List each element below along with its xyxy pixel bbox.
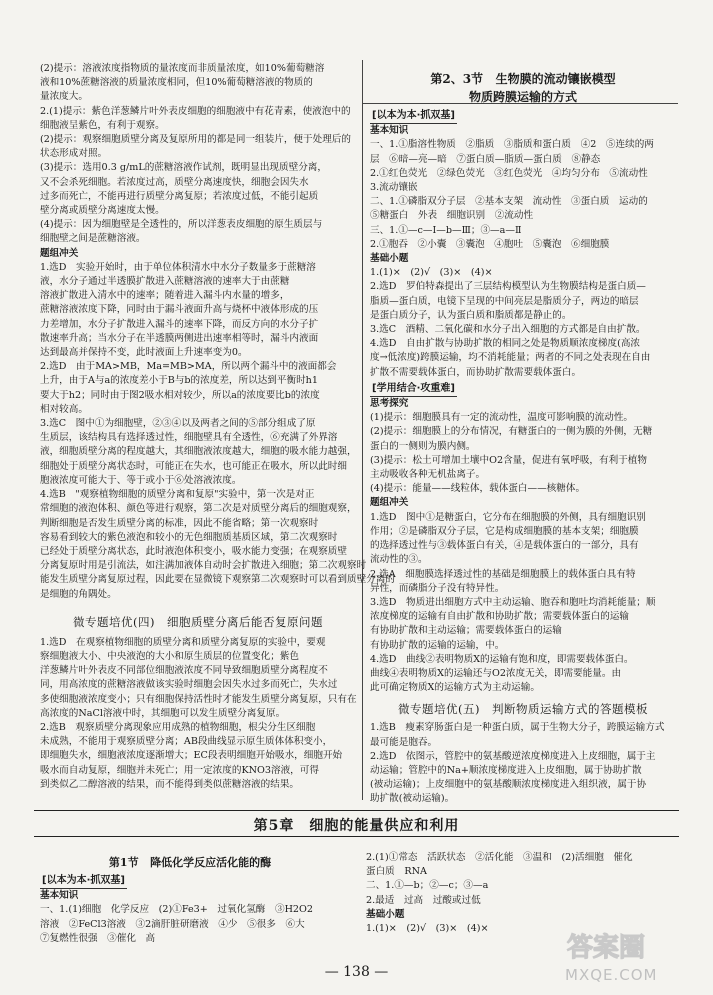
right-basic-question-line: 4.选D 自由扩散与协助扩散的相同之处是物质顺浓度梯度(高浓 — [370, 338, 641, 350]
left-micro-line: 同，用高浓度的蔗糖溶液做该实验时细胞会因失水过多而死亡，失水过 — [40, 679, 338, 691]
left-micro-line: 多使细胞液浓度变小；只有细胞保持活性时才能发生质壁分离复原，只有在 — [40, 693, 357, 705]
right-basic-question-line: 扩散不需要载体蛋白，而协助扩散需要载体蛋白。 — [370, 366, 582, 378]
right-think-line: (1)提示：细胞膜具有一定的流动性，温度可影响膜的流动性。 — [370, 412, 634, 424]
right-practice-line: 4.选D 曲线②表明物质X的运输有饱和度，即需要载体蛋白。 — [370, 653, 634, 665]
left-practice-line: 3.选C 图中①为细胞壁，②③④以及两者之间的⑤部分组成了原 — [40, 418, 316, 430]
left-answer-line: (4)提示：因为细胞壁是全透性的，所以洋葱表皮细胞的原生质层与 — [40, 219, 323, 231]
right-think-line: 蛋白的一侧则为膜内侧。 — [370, 440, 476, 452]
right-knowledge-line: ⑤糖蛋白 外表 细胞识别 ②流动性 — [370, 210, 534, 222]
right-practice-line: 异性，而磷脂分子没有特异性。 — [370, 582, 505, 594]
watermark-url: MXQE.COM — [565, 966, 658, 984]
left-answer-line: (2)提示：溶液浓度指物质的量浓度而非质量浓度，如10%葡萄糖溶 — [40, 63, 325, 74]
bottom-right-line: 蛋白质 RNA — [366, 866, 427, 878]
right-knowledge-line: 层 ⑥暗—亮—暗 ⑦蛋白质—脂质—蛋白质 ⑧静态 — [370, 153, 601, 165]
right-practice-line: 2.选A 细胞膜选择透过性的基础是细胞膜上的载体蛋白具有特 — [370, 568, 636, 580]
left-practice-line: 液，水分子通过半透膜扩散进入蔗糖溶液的速率大于由蔗糖 — [40, 276, 290, 288]
right-micro-line: 1.选B 瘦素穿肠蛋白是一种蛋白质，属于生物大分子，跨膜运输方式 — [370, 722, 665, 734]
left-practice-line: 细胞处于质壁分离状态时，可能正在失水，也可能正在吸水，所以此时细 — [40, 460, 347, 472]
section-number: 第2、3节 — [430, 72, 484, 86]
left-micro-line: 未成熟，不能用于观察质壁分离；AB段曲线显示原生质体体积变小， — [40, 736, 333, 748]
left-practice-line: 要大于h2；同时由于图2吸水相对较少，所以a的浓度要比b的浓度 — [40, 389, 320, 401]
left-practice-line: 常细胞的液泡体积、颜色等进行观察，第二次是对质壁分离后的细胞观察， — [40, 503, 357, 515]
left-answer-line: 量浓度大。 — [40, 91, 88, 103]
right-micro-line: 动运输；管腔中的Na+顺浓度梯度进入上皮细胞，属于协助扩散 — [370, 764, 642, 776]
column-divider — [362, 60, 363, 800]
left-practice-line: 达到最高并保持不变，此时液面上升速率变为0。 — [40, 347, 248, 359]
section-title-line-2: 物质跨膜运输的方式 — [468, 90, 577, 104]
left-practice-line: 能发生质壁分离复原过程，因此要在显微镜下观察第二次观察时可以看到质壁分离的 — [40, 574, 395, 586]
right-practice-line: 的选择透过性与③载体蛋白有关，④是载体蛋白的一部分，具有 — [370, 540, 639, 552]
left-practice-line: 1.选D 实验开始时，由于单位体积清水中水分子数量多于蔗糖溶 — [40, 261, 316, 273]
bottom-right-column — [366, 851, 672, 936]
left-practice-line: 液，细胞质壁分离的程度越大，其细胞液浓度越大，细胞的吸水能力越强， — [40, 446, 357, 458]
left-micro-line: 察细胞液大小、中央液泡的大小和原生质层的位置变化；紫色 — [40, 650, 300, 662]
bottom-basics-heading: [以本为本·抓双基] — [40, 874, 127, 889]
bottom-section-number: 第1节 — [108, 856, 139, 869]
left-practice-line: 力差增加，水分子扩散进入漏斗的速率下降，而反方向的水分子扩 — [40, 318, 319, 330]
left-practice-line: 相对较高。 — [40, 403, 88, 415]
left-practice-line: 4.选B "观察植物细胞的质壁分离和复原"实验中，第一次是对正 — [40, 489, 315, 501]
bottom-left-column — [40, 855, 340, 946]
right-knowledge-line: 2.①胞吞 ②小囊 ③囊泡 ④胞吐 ⑤囊泡 ⑥细胞膜 — [370, 238, 610, 250]
basics-heading: [以本为本·抓双基] — [370, 109, 457, 124]
left-answer-line: 液和10%蔗糖溶液的质量浓度相同，但10%葡萄糖溶液的物质的 — [40, 77, 313, 89]
right-practice-line: 流动性的③。 — [370, 554, 428, 566]
left-answer-line: 2.(1)提示：紫色洋葱鳞片叶外表皮细胞的细胞液中有花青素，使液泡中的 — [40, 105, 351, 117]
right-knowledge-line: 二、1.①磷脂双分子层 ②基本支架 流动性 ③蛋白质 运动的 — [370, 196, 648, 208]
left-answer-line: 细胞液呈紫色，有利于观察。 — [40, 119, 165, 131]
right-basic-question-line: 2.选D 罗伯特森提出了三层结构模型认为生物膜结构是蛋白质— — [370, 281, 646, 293]
watermark-text: 答案圈 — [567, 933, 646, 963]
bottom-left-lines — [40, 903, 340, 946]
right-knowledge-lines — [370, 138, 676, 252]
left-micro-line: 洋葱鳞片叶外表皮不同部位细胞液浓度不同导致细胞质壁分离程度不 — [40, 665, 328, 677]
left-practice-line: 是细胞的角隅处。 — [40, 588, 117, 600]
right-think-line: (3)提示：松土可增加土壤中O2含量，促进有氧呼吸，有利于植物 — [370, 454, 647, 466]
left-micro-line: 即细胞失水，细胞液浓度逐渐增大；EC段表明细胞开始吸水，细胞开始 — [40, 750, 343, 762]
right-think-line: 主动吸收各种无机盐离子。 — [370, 469, 486, 481]
left-practice-line: 散速率升高；当水分子在半透膜两侧进出速率相等时，漏斗内液面 — [40, 332, 319, 344]
bottom-knowledge-heading: 基本知识 — [40, 890, 79, 902]
right-basic-question-line: 1.(1)× (2)√ (3)× (4)× — [370, 267, 493, 279]
left-answer-line: 细胞壁之间是蔗糖溶液。 — [40, 233, 146, 245]
bottom-right-line: 2.(1)①常态 活跃状态 ②活化能 ③温和 (2)活细胞 催化 — [366, 852, 633, 863]
right-practice-line: 有协助扩散和主动运输；需要载体蛋白的运输 — [370, 625, 562, 637]
micro-topic-title-5: 微专题培优(五) 判断物质运输方式的答题模板 — [398, 702, 648, 717]
right-practice-line: 浓度梯度的运输有自由扩散和协助扩散；需要载体蛋白的运输 — [370, 611, 630, 623]
left-answer-line: (3)提示：选用0.3 g/mL的蔗糖溶液作试剂，既明显出现质壁分离， — [40, 162, 327, 174]
bottom-left-line: 溶液 ②FeCl3溶液 ③2滴肝脏研磨液 ④少 ⑤很多 ⑥大 — [40, 918, 305, 930]
right-micro-line: 2.选D 依图示，管腔中的氨基酸逆浓度梯度进入上皮细胞，属于主 — [370, 750, 656, 762]
left-practice-line: 分离复原时用是引流法，如注满加液体自动时会扩散进入细胞；第二次观察时 — [40, 560, 367, 572]
bottom-section-title — [40, 855, 340, 871]
section-title — [370, 70, 676, 88]
left-answer-line: 壁分离或质壁分离速度太慢。 — [40, 205, 165, 217]
right-practice-lines — [370, 511, 676, 696]
bottom-left-line: ⑦复燃性很强 ③催化 高 — [40, 932, 156, 944]
right-practice-line: 曲线④表明物质X的运输还与O2浓度无关，即需要能量。由 — [370, 667, 622, 679]
chapter-rule-top — [34, 810, 679, 811]
left-micro-line: 1.选D 在观察植物细胞的质壁分离和质壁分离复原的实验中，要观 — [40, 636, 326, 648]
right-basic-question-line: 是蛋白质分子，认为蛋白质和脂质都是静止的。 — [370, 309, 572, 321]
left-answer-line: 过多而死亡，不能再进行质壁分离复原；若浓度过低，不能引起质 — [40, 190, 319, 202]
think-heading: 思考探究 — [370, 398, 409, 410]
left-micro-line: 吸水而自动复原，细胞并未死亡；用一定浓度的KNO3溶液，可得 — [40, 764, 319, 776]
right-micro-lines — [370, 721, 676, 806]
right-micro-line: (被动运输)；上皮细胞中的氨基酸顺浓度梯度进入组织液，属于协 — [370, 779, 647, 791]
left-micro-line: 高浓度的NaCl溶液中时，其细胞可以发生质壁分离复原。 — [40, 707, 286, 719]
right-practice-line: 1.选D 图中①是糖蛋白，它分布在细胞膜的外侧，具有细胞识别 — [370, 511, 646, 523]
right-think-line: (2)提示：细胞膜上的分布情况，有糖蛋白的一侧为膜的外侧，无糖 — [370, 426, 653, 438]
left-answer-line: 又不会杀死细胞。若浓度过高，质壁分离速度快，细胞会因失水 — [40, 176, 309, 188]
page-number: — 138 — — [324, 964, 389, 980]
right-basic-question-line: 3.选C 酒精、二氧化碳和水分子出入细胞的方式都是自由扩散。 — [370, 324, 646, 336]
left-practice-line: 容易看到较大的紫色液泡和较小的无色细胞质基质区域，第二次观察时 — [40, 531, 338, 543]
right-knowledge-line: 3.流动镶嵌 — [370, 182, 418, 194]
left-practice-line: 2.选D 由于MA>MB，Ma=MB>MA，所以两个漏斗中的液面都会 — [40, 361, 337, 373]
knowledge-heading: 基本知识 — [370, 125, 409, 137]
left-micro-line: 2.选B 观察质壁分离现象应用成熟的植物细胞，根尖分生区细胞 — [40, 721, 316, 733]
right-micro-line: 最可能是胞吞。 — [370, 736, 438, 748]
right-knowledge-line: 一、1.①脂溶性物质 ②脂质 ③脂质和蛋白质 ④2 ⑤连续的两 — [370, 139, 654, 151]
right-practice-line: 3.选D 物质进出细胞方式中主动运输、胞吞和胞吐均消耗能量；顺 — [370, 596, 656, 608]
chapter-title: 第5章 细胞的能量供应和利用 — [253, 818, 460, 834]
practice-heading-right: 题组冲关 — [370, 497, 409, 509]
watermark-logo — [555, 928, 705, 988]
left-answer-line: 状态形成对照。 — [40, 148, 108, 160]
right-practice-line: 有协助扩散的运输的运输，中。 — [370, 639, 505, 651]
chapter-rule-bottom — [34, 836, 679, 837]
right-basic-question-line: 度→低浓度)跨膜运输，均不消耗能量；两者的不同之处表现在自由 — [370, 352, 651, 364]
left-micro-lines — [40, 636, 356, 792]
left-practice-line: 已经处于质壁分离状态，此时液泡体积变小，吸水能力变强；在观察质壁 — [40, 545, 347, 557]
left-practice-line: 判断细胞是否发生质壁分离的标准，因此不能省略；第一次观察时 — [40, 517, 319, 529]
left-practice-line: 胞液浓度可能大于、等于或小于⑥处溶液浓度。 — [40, 474, 242, 486]
bottom-right-line: 2.最适 过高 过酸或过低 — [366, 894, 481, 906]
left-practice-line: 上升，由于A与a的浓度差小于B与b的浓度差，所以达到平衡时h1 — [40, 375, 318, 387]
right-knowledge-line: 三、1.①—c—Ⅰ—b—Ⅲ；③—a—Ⅱ — [370, 224, 522, 236]
right-practice-line: 此可确定物质X的运输方式为主动运输。 — [370, 682, 540, 694]
bottom-section-name: 降低化学反应活化能的酶 — [150, 856, 272, 869]
left-practice-line: 生质层，该结构具有选择透过性，细胞壁具有全透性，⑥充满了外界溶 — [40, 432, 338, 444]
right-think-lines — [370, 411, 676, 496]
right-knowledge-line: 2.①红色荧光 ②绿色荧光 ③红色荧光 ④均匀分布 ⑤流动性 — [370, 167, 648, 179]
right-practice-line: 作用；②是磷脂双分子层，它是构成细胞膜的基本支架；细胞膜 — [370, 525, 639, 537]
bottom-right-line: 二、1.①—b；②—c；③—a — [366, 880, 489, 892]
left-answer-line: (2)提示：观察细胞质壁分离及复原所用的都是同一组装片，便于处理后的 — [40, 134, 351, 146]
right-column — [370, 70, 676, 807]
right-basic-question-line: 脂质—蛋白质，电镜下呈现的中间亮层是脂质分子，两边的暗层 — [370, 295, 639, 307]
right-think-line: (4)提示：能量——线粒体，载体蛋白——核糖体。 — [370, 483, 586, 495]
left-practice-line: 溶液扩散进入清水中的速率；随着进入漏斗内水量的增多， — [40, 290, 290, 302]
left-micro-line: 到类似乙二醇溶液的结果，而不能得到类似蔗糖溶液的结果。 — [40, 778, 300, 790]
basic-questions-heading: 基础小题 — [370, 253, 409, 265]
section-title-line-1: 生物膜的流动镶嵌模型 — [495, 72, 616, 86]
bottom-left-line: 一、1.(1)细胞 化学反应 (2)①Fe3+ 过氧化氢酶 ③H2O2 — [40, 904, 314, 916]
combine-heading: [学用结合·攻重难] — [370, 382, 457, 397]
bottom-basic-question-line: 1.(1)× (2)√ (3)× (4)× — [366, 923, 489, 935]
bottom-basic-questions-heading: 基础小题 — [366, 908, 405, 920]
left-practice-line: 蔗糖溶液浓度下降，同时由于漏斗液面升高与烧杯中液体形成的压 — [40, 304, 319, 316]
practice-heading: 题组冲关 — [40, 247, 79, 259]
left-answer-lines — [40, 62, 356, 247]
right-basic-question-lines — [370, 266, 676, 380]
micro-topic-title-4: 微专题培优(四) 细胞质壁分离后能否复原问题 — [73, 614, 323, 629]
bottom-right-lines — [366, 851, 672, 908]
right-micro-line: 助扩散(被动运输)。 — [370, 793, 455, 805]
